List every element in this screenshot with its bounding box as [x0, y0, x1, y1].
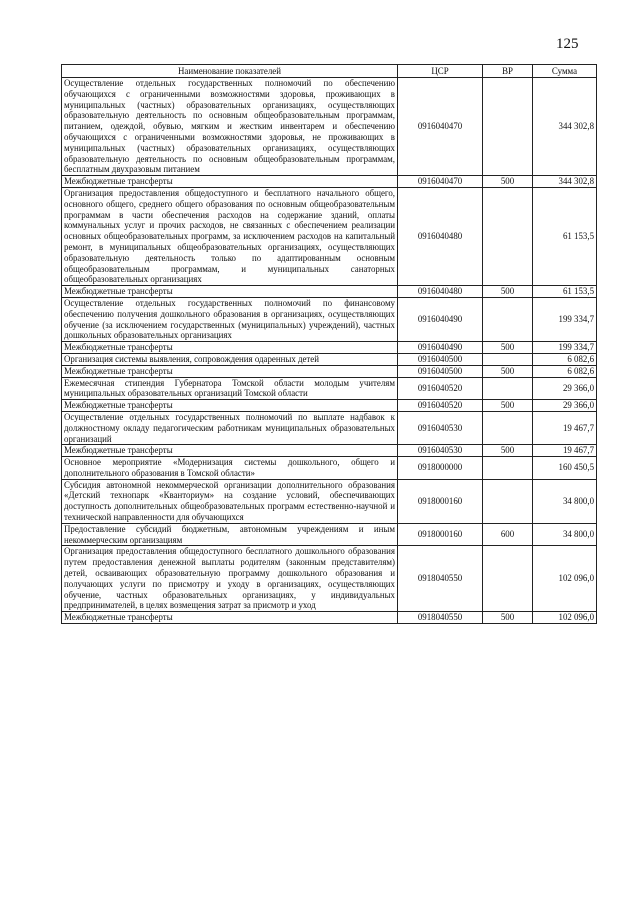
header-csr: ЦСР: [398, 65, 483, 78]
table-row: [62, 411, 597, 444]
row-sum: 29 366,0: [533, 377, 597, 400]
budget-table: [61, 64, 597, 624]
table-row: [62, 479, 597, 523]
row-csr: 0916040470: [398, 78, 483, 176]
header-vr: ВР: [483, 65, 533, 78]
row-sum: 344 302,8: [533, 176, 597, 188]
table-row: [62, 377, 597, 400]
table-row: [62, 353, 597, 365]
table-row: [62, 297, 597, 341]
row-vr: [483, 353, 533, 365]
row-csr: 0916040530: [398, 411, 483, 444]
table-row: [62, 365, 597, 377]
row-name: Осуществление отдельных государственных полномочий по выплате надбавок к должностному окладу педагогическим работникам муниципальных образовательных организаций: [62, 411, 398, 444]
row-csr: 0918040550: [398, 612, 483, 624]
row-sum: 102 096,0: [533, 612, 597, 624]
row-sum: 344 302,8: [533, 78, 597, 176]
row-vr: 500: [483, 445, 533, 457]
table-row: [62, 187, 597, 285]
row-csr: 0916040490: [398, 342, 483, 354]
row-vr: [483, 187, 533, 285]
row-csr: 0916040480: [398, 187, 483, 285]
row-vr: [483, 411, 533, 444]
row-csr: 0916040520: [398, 400, 483, 412]
row-csr: 0916040480: [398, 286, 483, 298]
row-sum: 199 334,7: [533, 297, 597, 341]
row-vr: [483, 377, 533, 400]
row-sum: 6 082,6: [533, 365, 597, 377]
row-name: Межбюджетные трансферты: [62, 612, 398, 624]
table-row: [62, 342, 597, 354]
row-sum: 199 334,7: [533, 342, 597, 354]
row-vr: [483, 546, 533, 612]
row-sum: 19 467,7: [533, 411, 597, 444]
row-vr: 500: [483, 286, 533, 298]
row-name: Организация предоставления общедоступного и бесплатного начального общего, основного общего, среднего общего образования по основным общеобразовательным программам в части обеспечения расходов на содержание зданий, оплаты коммунальных услуг и прочих расходов, не связанных с обеспечением реализации основных общеобразовательных программ, за исключением расходов на капитальный ремонт, в муниципальных общеобразовательных организациях, осуществляющих образовательную деятельность только по адаптированным основным общеобразовательным программам, и муниципальных санаторных общеобразовательных организациях: [62, 187, 398, 285]
row-name: Межбюджетные трансферты: [62, 176, 398, 188]
row-name: Межбюджетные трансферты: [62, 400, 398, 412]
row-vr: 500: [483, 400, 533, 412]
table-row: [62, 445, 597, 457]
row-vr: 500: [483, 176, 533, 188]
row-sum: 61 153,5: [533, 187, 597, 285]
row-name: Ежемесячная стипендия Губернатора Томской области молодым учителям муниципальных образовательных организаций Томской области: [62, 377, 398, 400]
row-name: Организация предоставления общедоступного бесплатного дошкольного образования путем предоставления денежной выплаты родителям (законным представителям) детей, осваивающих образовательную программу дошкольного образования и получающих услуги по присмотру и уходу в организациях, осуществляющих обучение, частных образовательных организациях, у индивидуальных предпринимателей, в целях возмещения затрат за присмотр и уход: [62, 546, 398, 612]
row-csr: 0918000000: [398, 457, 483, 480]
table-header-row: [62, 65, 597, 78]
row-vr: 500: [483, 365, 533, 377]
table-row: [62, 286, 597, 298]
row-csr: 0918000160: [398, 523, 483, 546]
row-sum: 19 467,7: [533, 445, 597, 457]
row-name: Субсидия автономной некоммерческой организации дополнительного образования «Детский технопарк «Кванториум» на создание условий, обеспечивающих доступность дополнительных общеобразовательных программ естественно-научной и технической направленности для обучающихся: [62, 479, 398, 523]
row-vr: [483, 457, 533, 480]
row-name: Осуществление отдельных государственных полномочий по обеспечению обучающихся с ограниченными возможностями здоровья, проживающих в муниципальных (частных) образовательных организациях, осуществляющих образовательную деятельность по основным общеобразовательным программам, питанием, одеждой, обувью, мягким и жестким инвентарем и обеспечению обучающихся с ограниченными возможностями здоровья, не проживающих в муниципальных (частных) образовательных организациях, осуществляющих образовательную деятельность по основным общеобразовательным программам, бесплатным двухразовым питанием: [62, 78, 398, 176]
row-csr: 0916040520: [398, 377, 483, 400]
row-csr: 0916040470: [398, 176, 483, 188]
row-name: Межбюджетные трансферты: [62, 286, 398, 298]
row-csr: 0916040500: [398, 365, 483, 377]
row-sum: 160 450,5: [533, 457, 597, 480]
row-name: Межбюджетные трансферты: [62, 445, 398, 457]
row-vr: 500: [483, 612, 533, 624]
table-row: [62, 546, 597, 612]
row-vr: [483, 297, 533, 341]
row-name: Организация системы выявления, сопровождения одаренных детей: [62, 353, 398, 365]
table-row: [62, 523, 597, 546]
table-row: [62, 612, 597, 624]
row-csr: 0916040530: [398, 445, 483, 457]
row-vr: [483, 78, 533, 176]
table-row: [62, 457, 597, 480]
table-row: [62, 400, 597, 412]
table-row: [62, 176, 597, 188]
row-csr: 0916040490: [398, 297, 483, 341]
row-sum: 34 800,0: [533, 479, 597, 523]
page-number: 125: [556, 36, 579, 52]
row-name: Предоставление субсидий бюджетным, автономным учреждениям и иным некоммерческим организациям: [62, 523, 398, 546]
row-sum: 61 153,5: [533, 286, 597, 298]
row-sum: 29 366,0: [533, 400, 597, 412]
row-name: Осуществление отдельных государственных полномочий по финансовому обеспечению получения дошкольного образования в организациях, осуществляющих обучение (за исключением государственных (муниципальных) учреждений), частных дошкольных образовательных организациях: [62, 297, 398, 341]
header-name: Наименование показателей: [62, 65, 398, 78]
row-sum: 6 082,6: [533, 353, 597, 365]
row-name: Межбюджетные трансферты: [62, 365, 398, 377]
row-csr: 0916040500: [398, 353, 483, 365]
row-vr: 500: [483, 342, 533, 354]
row-sum: 34 800,0: [533, 523, 597, 546]
row-csr: 0918000160: [398, 479, 483, 523]
table-row: [62, 78, 597, 176]
row-sum: 102 096,0: [533, 546, 597, 612]
row-vr: 600: [483, 523, 533, 546]
row-name: Межбюджетные трансферты: [62, 342, 398, 354]
row-vr: [483, 479, 533, 523]
header-sum: Сумма: [533, 65, 597, 78]
row-csr: 0918040550: [398, 546, 483, 612]
row-name: Основное мероприятие «Модернизация системы дошкольного, общего и дополнительного образования в Томской области»: [62, 457, 398, 480]
